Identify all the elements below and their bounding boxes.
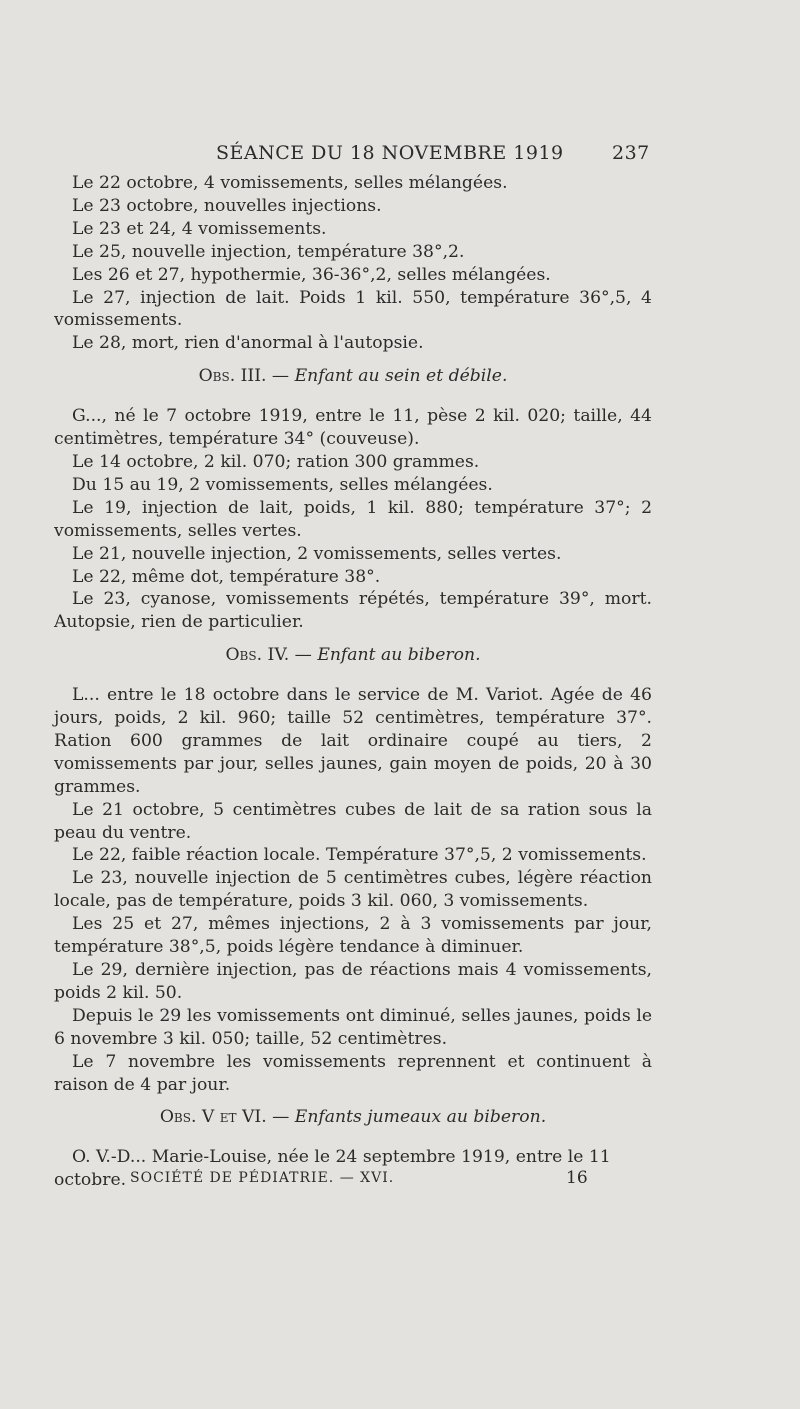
paragraph: Le 22, faible réaction locale. Température 37°,5, 2 vomissements. — [72, 845, 647, 866]
observation-heading — [54, 1106, 652, 1129]
paragraph: Du 15 au 19, 2 vomissements, selles mélangées. — [72, 474, 493, 495]
observation-label: Obs. V et VI. — — [159, 1107, 290, 1128]
paragraph: Le 28, mort, rien d'anormal à l'autopsie. — [72, 333, 424, 354]
paragraph: G..., né le 7 octobre 1919, entre le 11, pèse 2 kil. 020; taille, 44 centimètres, température 34° (couveuse). — [54, 406, 652, 450]
paragraph: Le 22, même dot, température 38°. — [72, 566, 381, 587]
paragraph: Le 21 octobre, 5 centimètres cubes de lait de sa ration sous la peau du ventre. — [54, 799, 652, 843]
observation-label: Obs. III. — — [198, 366, 290, 387]
paragraph: Le 14 octobre, 2 kil. 070; ration 300 grammes. — [72, 451, 480, 472]
observation-label: Obs. IV. — — [225, 645, 312, 666]
paragraph: Le 19, injection de lait, poids, 1 kil. 880; température 37°; 2 vomissements, selles vertes. — [54, 497, 652, 541]
running-title: SÉANCE DU 18 NOVEMBRE 1919 — [216, 142, 564, 164]
signature-mark: 16 — [566, 1168, 588, 1188]
body-text — [54, 172, 652, 1192]
paragraph: Le 23 et 24, 4 vomissements. — [72, 218, 327, 239]
paragraph: Le 23, nouvelle injection de 5 centimètres cubes, légère réaction locale, pas de température, poids 3 kil. 060, 3 vomissements. — [54, 868, 652, 912]
paragraph: O. V.-D... Marie-Louise, née le 24 septembre 1919, entre le 11 octobre. — [54, 1147, 611, 1191]
observation-heading — [54, 644, 652, 667]
paragraph: Le 29, dernière injection, pas de réactions mais 4 vomissements, poids 2 kil. 50. — [54, 960, 652, 1003]
paragraph: Le 27, injection de lait. Poids 1 kil. 550, température 36°,5, 4 vomissements. — [54, 287, 652, 331]
paragraph: L... entre le 18 octobre dans le service de M. Variot. Agée de 46 jours, poids, 2 kil. 960; taille 52 centimètres, température 37°. Ration 600 grammes de lait ordinaire coupé au tiers, 2 vomissements par jour, selles jaunes, gain moyen de poids, 20 à 30 grammes. — [54, 685, 652, 797]
paragraph: Le 21, nouvelle injection, 2 vomissements, selles vertes. — [72, 543, 562, 564]
paragraph: Le 22 octobre, 4 vomissements, selles mélangées. — [72, 173, 508, 193]
footer-journal: SOCIÉTÉ DE PÉDIATRIE. — XVI. — [130, 1170, 395, 1186]
page-number: 237 — [612, 142, 650, 164]
paragraph: Le 23 octobre, nouvelles injections. — [72, 195, 382, 216]
observation-title: Enfants jumeaux au biberon. — [294, 1107, 547, 1128]
paragraph: Le 7 novembre les vomissements reprennent et continuent à raison de 4 par jour. — [54, 1051, 652, 1095]
observation-title: Enfant au biberon. — [317, 645, 481, 666]
observation-heading — [54, 365, 652, 388]
paragraph: Depuis le 29 les vomissements ont diminué, selles jaunes, poids le 6 novembre 3 kil. 050; taille, 52 centimètres. — [54, 1005, 652, 1049]
paragraph: Les 25 et 27, mêmes injections, 2 à 3 vomissements par jour, température 38°,5, poids légère tendance à diminuer. — [54, 914, 652, 958]
paragraph: Les 26 et 27, hypothermie, 36-36°,2, selles mélangées. — [72, 264, 551, 285]
paragraph: Le 23, cyanose, vomissements répétés, température 39°, mort. Autopsie, rien de particulier. — [54, 589, 652, 633]
page-header — [0, 142, 800, 172]
paragraph: Le 25, nouvelle injection, température 38°,2. — [72, 241, 465, 262]
observation-title: Enfant au sein et débile. — [294, 366, 508, 387]
